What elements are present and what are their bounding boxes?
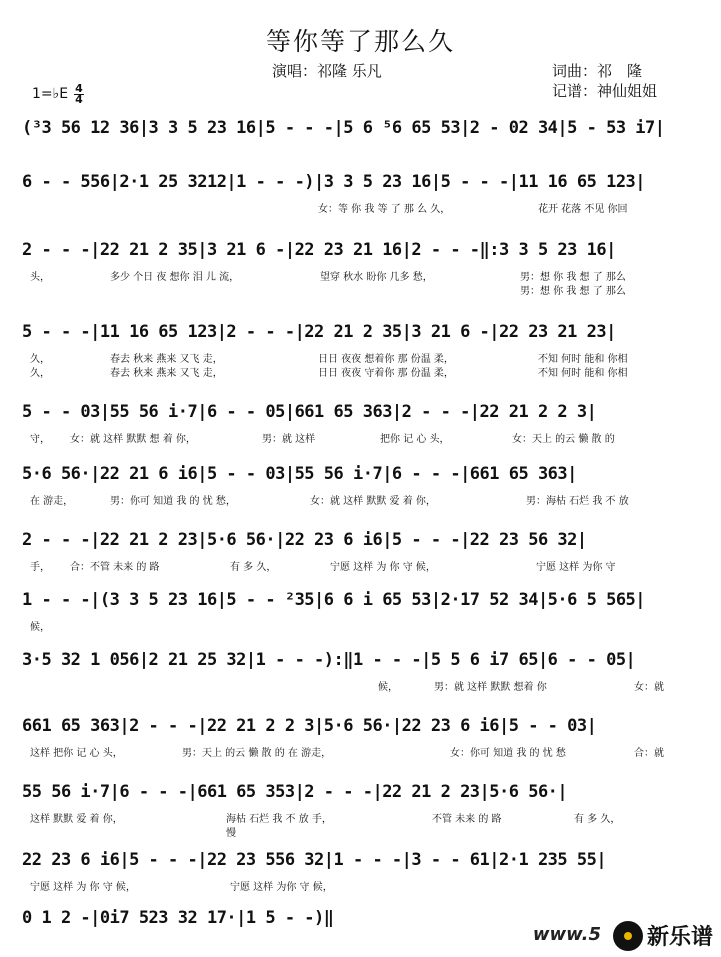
lyric-segment: 日日 夜夜 想着你 那 份温 柔，	[318, 354, 454, 365]
lyric-segment: 宁愿 这样 为 你 守 候，	[330, 562, 436, 573]
lyric-segment: 宁愿 这样 为你 守 候，	[230, 882, 333, 893]
lyric-segment: 不管 未来 的 路	[432, 814, 502, 825]
lyric-segment: 男：海枯 石烂 我 不 放	[526, 496, 629, 507]
score-row: 6 - - 556|2·1 25 3212|1 - - -)|3 3 5 23 16|5 - - -|11 16 65 123|	[22, 172, 646, 192]
lyric-segment: 头，	[30, 272, 50, 283]
lyric-segment: 女：就 这样 默默 想 着 你，	[70, 434, 196, 445]
lyric-segment: 望穿 秋水 盼你 几多 愁，	[320, 272, 433, 283]
lyric-segment: 把你 记 心 头，	[380, 434, 450, 445]
lyric-segment: 花开 花落 不见 你回	[538, 204, 628, 215]
score-row: 1 - - -|(3 3 5 23 16|5 - - ²35|6 6 i 65 53|2·17 52 34|5·6 5 565|	[22, 590, 646, 610]
lyric-segment: 女：等 你 我 等 了 那 么 久，	[318, 204, 451, 215]
lyric-segment: 这样 把你 记 心 头，	[30, 748, 123, 759]
score-row: 5 - - -|11 16 65 123|2 - - -|22 21 2 35|3 21 6 -|22 23 21 23|	[22, 322, 616, 342]
lyric-segment: 久，	[30, 368, 50, 379]
lyric-segment: 在 游走，	[30, 496, 74, 507]
score-row: 3·5 32 1 056|2 21 25 32|1 - - -):‖1 - - -|5 5 6 i7 65|6 - - 05|	[22, 650, 636, 670]
logo	[613, 920, 713, 951]
lyric-segment: 宁愿 这样 为你 守	[536, 562, 616, 573]
lyric-segment: 海枯 石烂 我 不 放 手，	[226, 814, 332, 825]
lyric-segment: 男：天上 的云 懒 散 的 在 游走，	[182, 748, 332, 759]
key-signature: 1=♭E	[32, 86, 69, 102]
lyric-segment: 宁愿 这样 为 你 守 候，	[30, 882, 136, 893]
lyric-segment: 女：就 这样 默默 爱 着 你，	[310, 496, 436, 507]
lyric-segment: 合：不管 未来 的 路	[70, 562, 160, 573]
score-row: 55 56 i·7|6 - - -|661 65 353|2 - - -|22 21 2 23|5·6 56·|	[22, 782, 568, 802]
lyric-segment: 不知 何时 能和 你相	[538, 368, 628, 379]
score-row: 661 65 363|2 - - -|22 21 2 2 3|5·6 56·|22 23 6 i6|5 - - 03|	[22, 716, 597, 736]
song-title: 等你等了那么久	[265, 27, 455, 56]
score-row: 5 - - 03|55 56 i·7|6 - - 05|661 65 363|2 - - -|22 21 2 2 3|	[22, 402, 597, 422]
lyric-segment: 男：你可 知道 我 的 忧 愁，	[110, 496, 236, 507]
composer: 词曲：祁 隆	[552, 62, 643, 80]
singers: 演唱：祁隆 乐凡	[272, 62, 382, 80]
lyric-segment: 男：想 你 我 想 了 那么	[520, 272, 626, 283]
lyric-segment: 男：就 这样	[262, 434, 316, 445]
lyric-segment: 有 多 久，	[574, 814, 621, 825]
lyric-segment: 合：就	[634, 748, 664, 759]
lyric-segment: 有 多 久，	[230, 562, 277, 573]
time-bottom: 4	[75, 93, 83, 106]
lyric-segment: 候，	[378, 682, 398, 693]
transcriber: 记谱：神仙姐姐	[552, 82, 658, 100]
lyric-segment: 女：就	[634, 682, 664, 693]
lyric-segment: 日日 夜夜 守着你 那 份温 柔，	[318, 368, 454, 379]
lyric-segment: 慢	[226, 828, 236, 839]
score-row: 22 23 6 i6|5 - - -|22 23 556 32|1 - - -|3 - - 61|2·1 235 55|	[22, 850, 607, 870]
lyric-segment: 男：就 这样 默默 想着 你	[434, 682, 547, 693]
lyric-segment: 春去 秋来 燕来 又飞 走，	[110, 368, 223, 379]
lyric-segment: 这样 默默 爱 着 你，	[30, 814, 123, 825]
lyric-segment: 久，	[30, 354, 50, 365]
lyric-segment: 守，	[30, 434, 50, 445]
score-row: (³3 56 12 36|3 3 5 23 16|5 - - -|5 6 ⁵6 65 53|2 - 02 34|5 - 53 i7|	[22, 118, 665, 138]
score-row: 0 1 2 -|0i7 523 32 17·|1 5 - -)‖	[22, 908, 334, 928]
score-row: 2 - - -|22 21 2 23|5·6 56·|22 23 6 i6|5 - - -|22 23 56 32|	[22, 530, 587, 550]
lyric-segment: 男：想 你 我 想 了 那么	[520, 286, 626, 297]
time-top: 4	[75, 82, 83, 95]
lyric-segment: 候，	[30, 622, 50, 633]
logo-text: 新乐谱	[646, 925, 713, 950]
lyric-segment: 不知 何时 能和 你相	[538, 354, 628, 365]
lyric-segment: 多少 个日 夜 想你 泪 儿 流，	[110, 272, 240, 283]
lyric-segment: 春去 秋来 燕来 又飞 走，	[110, 354, 223, 365]
score-row: 5·6 56·|22 21 6 i6|5 - - 03|55 56 i·7|6 - - -|661 65 363|	[22, 464, 577, 484]
lyric-segment: 手，	[30, 562, 50, 573]
lyric-segment: 女：你可 知道 我 的 忧 愁	[450, 748, 566, 759]
lyric-segment: 女：天上 的云 懒 散 的	[512, 434, 615, 445]
site-watermark: www.5	[532, 924, 601, 945]
score-row: 2 - - -|22 21 2 35|3 21 6 -|22 23 21 16|2 - - -‖:3 3 5 23 16|	[22, 240, 616, 260]
vinyl-disc-icon	[613, 921, 643, 951]
